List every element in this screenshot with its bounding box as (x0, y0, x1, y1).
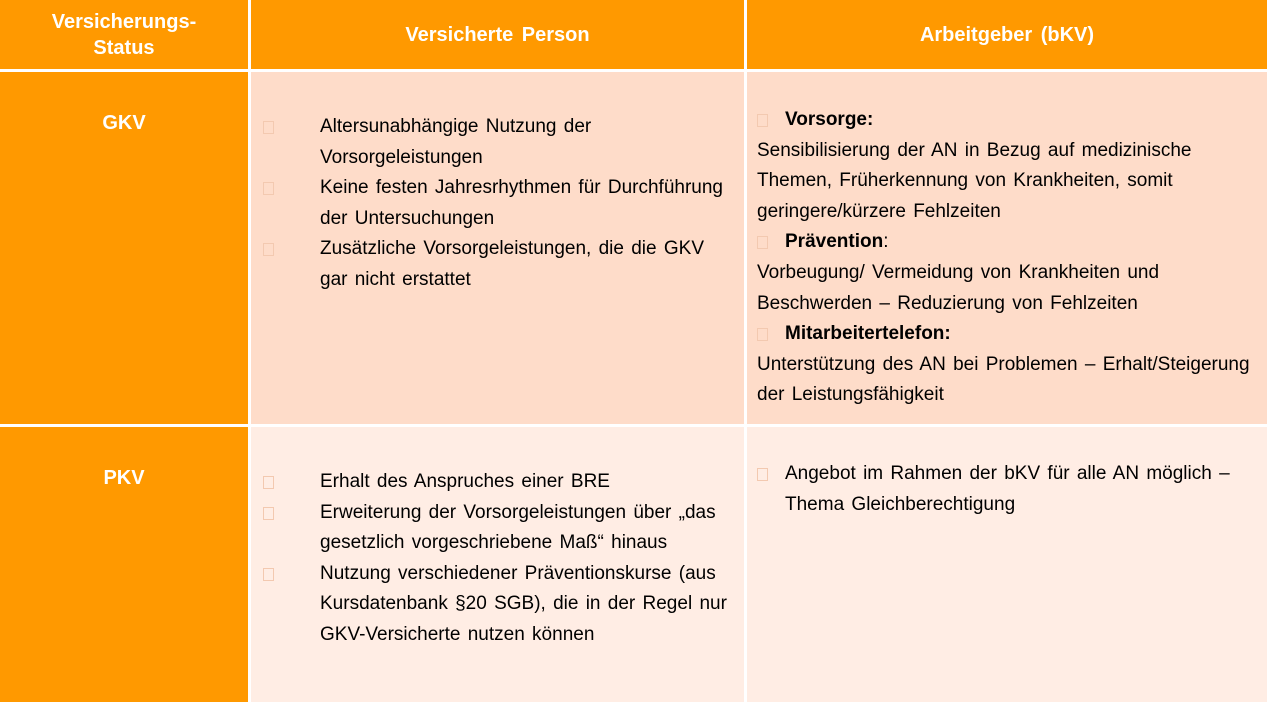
list-item-text: Zusätzliche Vorsorgeleistungen, die die GKV gar nicht erstattet (320, 238, 704, 290)
list-item (263, 559, 730, 651)
status-gkv: GKV (0, 72, 248, 424)
header-employer: Arbeitgeber (bKV) (747, 0, 1267, 69)
header-insured-person: Versicherte Person (251, 0, 744, 69)
list-item-text: Erhalt des Anspruches einer BRE (320, 471, 610, 492)
gkv-person-cell (251, 72, 744, 424)
employer-section-praevention (757, 227, 1257, 319)
section-title: Mitarbeitertelefon: (785, 323, 951, 345)
list-item (757, 459, 1257, 520)
pkv-person-list (263, 467, 730, 651)
section-title-suffix: : (883, 231, 889, 253)
header-status-line1: Versicherungs- (51, 10, 197, 33)
section-body: Unterstützung des AN bei Problemen – Erhalt/Steigerung der Leistungsfähigkeit (757, 353, 1250, 406)
header-status-line2: Status (93, 36, 155, 59)
checkbox-bullet-icon (757, 328, 768, 341)
list-item (263, 112, 730, 173)
checkbox-bullet-icon (757, 114, 768, 127)
section-body: Sensibilisierung der AN in Bezug auf medizinische Themen, Früherkennung von Krankheiten, somit geringere/kürzere Fehlzeiten (757, 139, 1192, 222)
list-item-text: Erweiterung der Vorsorgeleistungen über „das gesetzlich vorgeschriebene Maß“ hinaus (320, 501, 716, 554)
section-title: Vorsorge: (785, 109, 874, 130)
checkbox-bullet-icon (263, 507, 274, 520)
pkv-person-cell (251, 427, 744, 702)
checkbox-bullet-icon (263, 243, 274, 256)
employer-section-vorsorge (757, 105, 1257, 227)
list-item-text: Angebot im Rahmen der bKV für alle AN möglich – Thema Gleichberechtigung (785, 463, 1230, 515)
status-pkv: PKV (0, 427, 248, 702)
pkv-employer-list (757, 459, 1257, 520)
checkbox-bullet-icon (757, 468, 768, 481)
list-item-text: Altersunabhängige Nutzung der Vorsorgeleistungen (320, 116, 592, 168)
list-item (263, 467, 730, 498)
list-item (263, 234, 730, 295)
checkbox-bullet-icon (263, 182, 274, 195)
checkbox-bullet-icon (263, 476, 274, 489)
header-status (0, 0, 248, 69)
list-item-text: Nutzung verschiedener Präventionskurse (aus Kursdatenbank §20 SGB), die in der Regel nur GKV-Versicherte nutzen können (320, 562, 727, 645)
list-item (263, 498, 730, 559)
gkv-employer-cell (747, 72, 1267, 424)
checkbox-bullet-icon (263, 121, 274, 134)
section-title: Prävention (785, 231, 884, 253)
section-body: Vorbeugung/ Vermeidung von Krankheiten und Beschwerden – Reduzierung von Fehlzeiten (757, 261, 1160, 314)
checkbox-bullet-icon (757, 236, 768, 249)
pkv-employer-cell (747, 427, 1267, 702)
gkv-person-list (263, 112, 730, 296)
list-item-text: Keine festen Jahresrhythmen für Durchführung der Untersuchungen (320, 177, 723, 229)
employer-section-mitarbeitertelefon (757, 319, 1257, 411)
checkbox-bullet-icon (263, 568, 274, 581)
list-item (263, 173, 730, 234)
